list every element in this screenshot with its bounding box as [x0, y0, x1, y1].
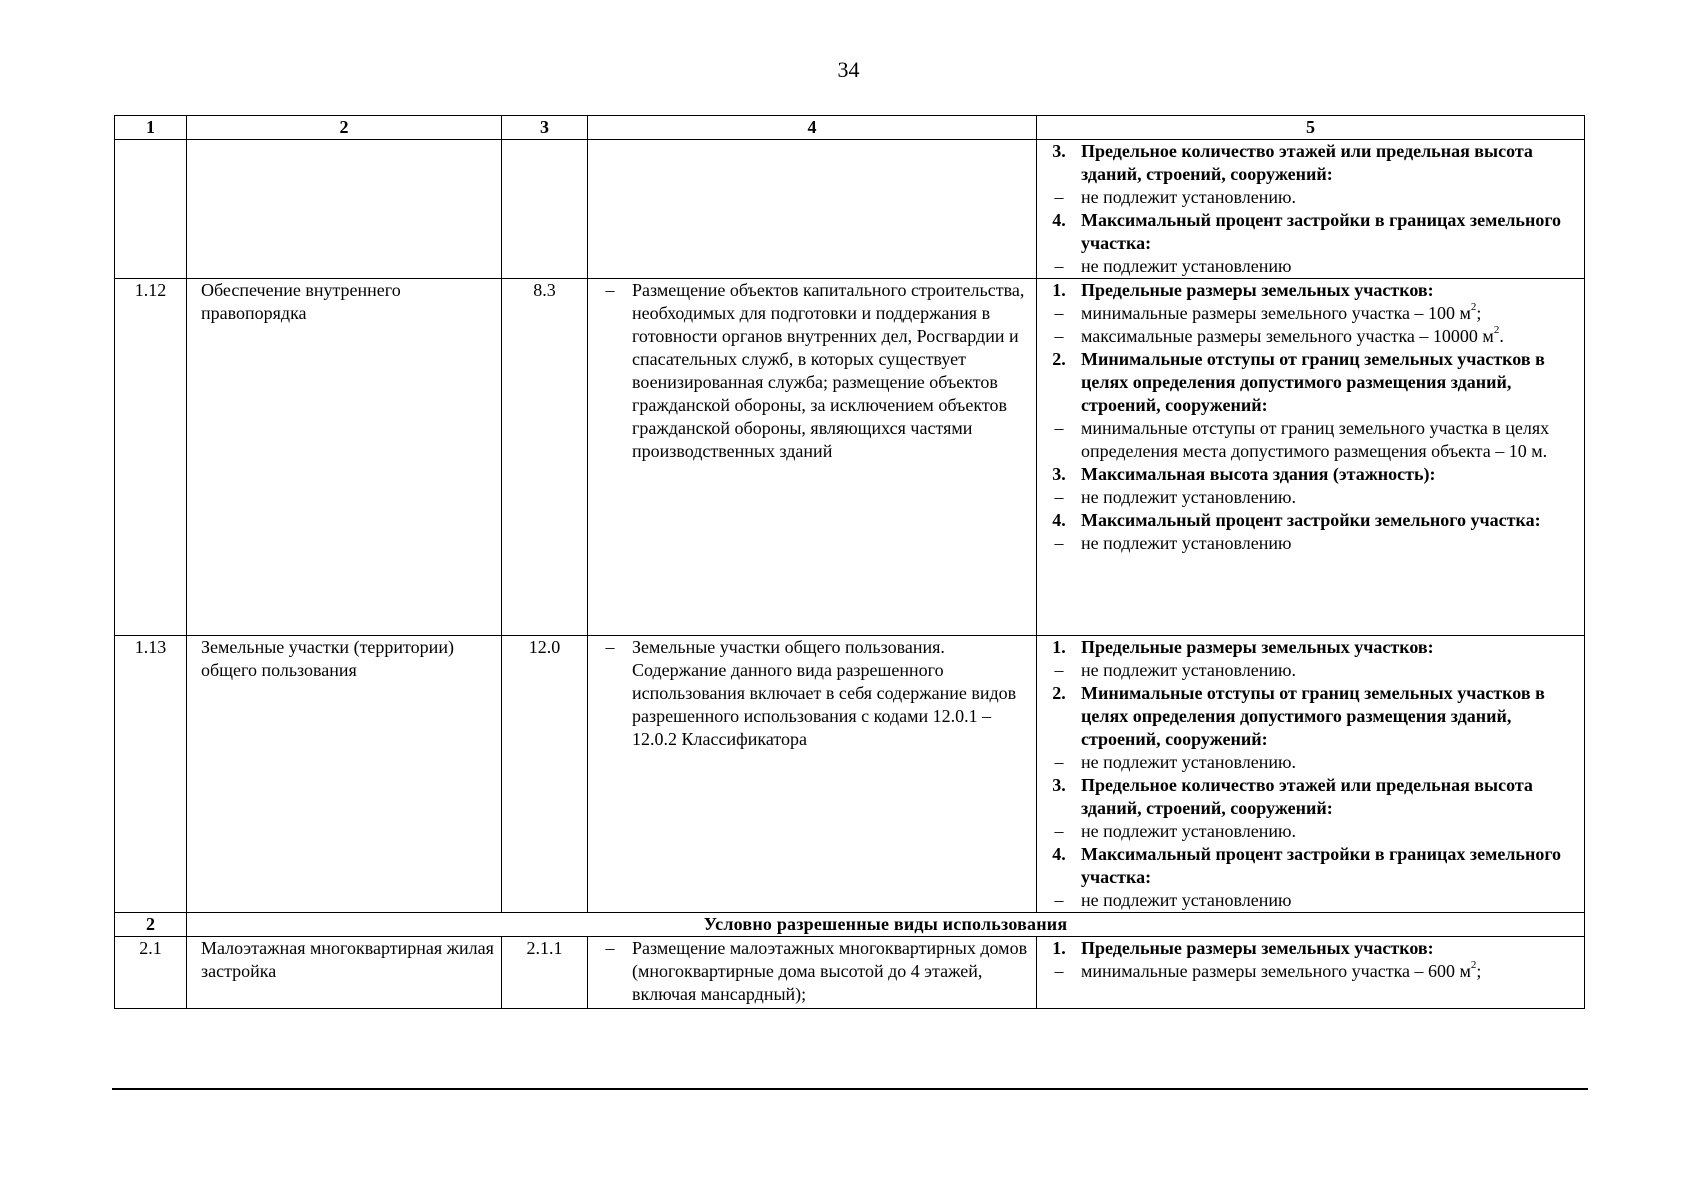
row-number	[115, 140, 187, 279]
table-body	[115, 140, 1585, 1009]
column-header: 3	[502, 116, 588, 140]
item-text: Максимальная высота здания (этажность):	[1081, 464, 1436, 484]
parameter-value	[1037, 186, 1576, 209]
parameter-value	[1037, 486, 1576, 509]
item-text: Предельные размеры земельных участков:	[1081, 938, 1434, 958]
params-cell	[1037, 636, 1585, 913]
item-text: Максимальный процент застройки земельного участка:	[1081, 510, 1541, 530]
parameter-heading	[1037, 774, 1576, 820]
parameter-heading	[1037, 209, 1576, 255]
description-cell	[588, 636, 1037, 913]
dash-marker: –	[605, 280, 615, 300]
parameter-heading	[1037, 937, 1576, 960]
item-number: 4.	[1052, 510, 1066, 530]
parameter-value	[1037, 325, 1576, 348]
column-header: 5	[1037, 116, 1585, 140]
dash-marker: –	[1054, 326, 1064, 346]
item-text: минимальные размеры земельного участка – 600 $м^2$;	[1081, 959, 1482, 981]
parameter-heading	[1037, 843, 1576, 889]
use-name: Обеспечение внутреннего правопорядка	[187, 279, 502, 636]
dash-marker: –	[1054, 752, 1064, 772]
table-header-row	[115, 116, 1585, 140]
item-number: 1.	[1052, 938, 1066, 958]
dash-marker: –	[1054, 660, 1064, 680]
parameter-heading	[1037, 463, 1576, 486]
dash-marker: –	[1054, 418, 1064, 438]
row-number: 2.1	[115, 937, 187, 1009]
item-text: не подлежит установлению.	[1081, 660, 1296, 680]
item-number: 3.	[1052, 141, 1066, 161]
description-cell	[588, 140, 1037, 279]
item-text: не подлежит установлению	[1081, 256, 1292, 276]
item-number: 2.	[1052, 683, 1066, 703]
section-number: 2	[115, 913, 187, 937]
params-cell	[1037, 937, 1585, 1009]
item-text: Предельное количество этажей или предельная высота зданий, строений, сооружений:	[1081, 141, 1533, 184]
table-row	[115, 636, 1585, 913]
item-text: не подлежит установлению	[1081, 533, 1292, 553]
parameter-value	[1037, 889, 1576, 912]
item-text: не подлежит установлению.	[1081, 487, 1296, 507]
land-use-table	[114, 115, 1585, 1009]
description-text: Земельные участки общего пользования. Содержание данного вида разрешенного использования включает в себя содержание видов разрешенного использования с кодами 12.0.1 – 12.0.2 Классификатора	[632, 637, 1017, 749]
dash-marker: –	[605, 637, 615, 657]
row-number: 1.13	[115, 636, 187, 913]
dash-marker: –	[1054, 533, 1064, 553]
dash-marker: –	[1054, 487, 1064, 507]
superscript: 2	[1470, 301, 1477, 313]
item-text: Предельное количество этажей или предельная высота зданий, строений, сооружений:	[1081, 775, 1533, 818]
use-name	[187, 140, 502, 279]
parameter-heading	[1037, 279, 1576, 302]
item-number: 1.	[1052, 280, 1066, 300]
description-cell	[588, 279, 1037, 636]
parameter-heading	[1037, 636, 1576, 659]
dash-marker: –	[1054, 187, 1064, 207]
use-name: Земельные участки (территории) общего пользования	[187, 636, 502, 913]
item-text: Максимальный процент застройки в границах земельного участка:	[1081, 210, 1562, 253]
footer-divider	[112, 1088, 1588, 1090]
superscript: 2	[1470, 959, 1477, 971]
description-item	[588, 279, 1028, 463]
item-number: 2.	[1052, 349, 1066, 369]
classifier-code: 12.0	[502, 636, 588, 913]
classifier-code: 8.3	[502, 279, 588, 636]
parameter-value	[1037, 659, 1576, 682]
item-number: 3.	[1052, 775, 1066, 795]
parameter-heading	[1037, 509, 1576, 532]
dash-marker: –	[1054, 303, 1064, 323]
parameter-value	[1037, 255, 1576, 278]
params-cell	[1037, 140, 1585, 279]
item-number: 4.	[1052, 844, 1066, 864]
description-text: Размещение малоэтажных многоквартирных домов (многоквартирные дома высотой до 4 этажей, включая мансардный);	[632, 938, 1028, 1004]
parameter-value	[1037, 417, 1576, 463]
item-text: не подлежит установлению.	[1081, 821, 1296, 841]
dash-marker: –	[1054, 890, 1064, 910]
table-row	[115, 140, 1585, 279]
item-text: максимальные размеры земельного участка – 10000 $м^2$.	[1081, 324, 1504, 346]
parameter-value	[1037, 960, 1576, 983]
dash-marker: –	[605, 938, 615, 958]
parameter-heading	[1037, 348, 1576, 417]
params-cell	[1037, 279, 1585, 636]
description-item	[588, 636, 1028, 751]
parameter-heading	[1037, 140, 1576, 186]
classifier-code: 2.1.1	[502, 937, 588, 1009]
description-cell	[588, 937, 1037, 1009]
dash-marker: –	[1054, 256, 1064, 276]
column-header: 4	[588, 116, 1037, 140]
section-title: Условно разрешенные виды использования	[187, 913, 1585, 937]
dash-marker: –	[1054, 961, 1064, 981]
column-header: 1	[115, 116, 187, 140]
parameter-heading	[1037, 682, 1576, 751]
use-name: Малоэтажная многоквартирная жилая застройка	[187, 937, 502, 1009]
dash-marker: –	[1054, 821, 1064, 841]
item-text: Максимальный процент застройки в границах земельного участка:	[1081, 844, 1562, 887]
item-text: Минимальные отступы от границ земельных участков в целях определения допустимого размещения зданий, строений, сооружений:	[1081, 349, 1545, 415]
parameter-value	[1037, 820, 1576, 843]
parameter-value	[1037, 532, 1576, 555]
page-number: 34	[837, 57, 860, 82]
item-text: не подлежит установлению.	[1081, 752, 1296, 772]
description-text: Размещение объектов капитального строительства, необходимых для подготовки и поддержания в готовности органов внутренних дел, Росгвардии и спасательных служб, в которых существует военизированная служба; размещение объектов гражданской обороны, за исключением объектов гражданской обороны, являющихся частями производственных зданий	[632, 280, 1025, 461]
column-header: 2	[187, 116, 502, 140]
superscript: 2	[1493, 324, 1500, 336]
parameter-value	[1037, 751, 1576, 774]
item-number: 3.	[1052, 464, 1066, 484]
row-number: 1.12	[115, 279, 187, 636]
item-text: минимальные отступы от границ земельного участка в целях определения места допустимого размещения объекта – 10 м.	[1081, 418, 1550, 461]
item-text: Минимальные отступы от границ земельных участков в целях определения допустимого размещения зданий, строений, сооружений:	[1081, 683, 1545, 749]
item-text: не подлежит установлению.	[1081, 187, 1296, 207]
item-text: Предельные размеры земельных участков:	[1081, 280, 1434, 300]
classifier-code	[502, 140, 588, 279]
item-text: не подлежит установлению	[1081, 890, 1292, 910]
section-row	[115, 913, 1585, 937]
description-item	[588, 937, 1028, 1006]
table-row	[115, 937, 1585, 1009]
item-text: Предельные размеры земельных участков:	[1081, 637, 1434, 657]
table-row	[115, 279, 1585, 636]
parameter-value	[1037, 302, 1576, 325]
item-text: минимальные размеры земельного участка – 100 $м^2$;	[1081, 301, 1482, 323]
item-number: 4.	[1052, 210, 1066, 230]
item-number: 1.	[1052, 637, 1066, 657]
